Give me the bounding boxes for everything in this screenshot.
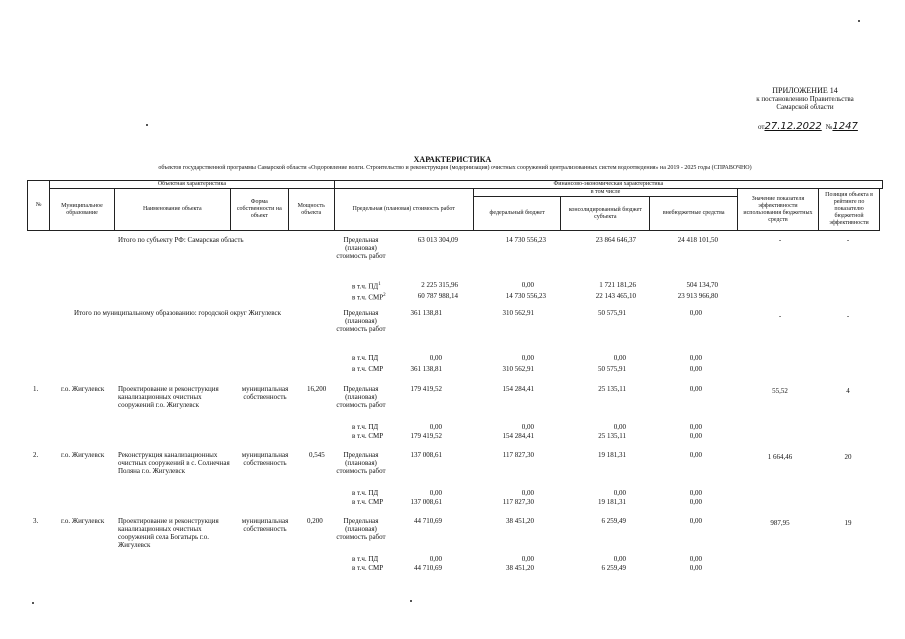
subject-total-pd-consolidated: 1 721 181,26 bbox=[599, 281, 636, 289]
municipal-total-smr-cost: 361 138,81 bbox=[410, 365, 442, 373]
subject-total-smr-consolidated: 22 143 465,10 bbox=[595, 292, 636, 300]
object-3-pd-cost: 0,00 bbox=[429, 555, 442, 563]
subject-total-smr-cost: 60 787 988,14 bbox=[417, 292, 458, 300]
object-2-type-main: Предельная (плановая) стоимость работ bbox=[336, 451, 386, 475]
object-3-cost: 44 710,69 bbox=[414, 517, 442, 525]
object-3-type-pd: в т.ч. ПД bbox=[352, 555, 379, 563]
header-federal: федеральный бюджет bbox=[473, 197, 561, 231]
header-ownership: Форма собственности на объект bbox=[230, 189, 288, 231]
object-3-smr-extrabudget: 0,00 bbox=[689, 564, 702, 572]
object-3-ownership: муниципальная собственность bbox=[241, 517, 289, 533]
header-consolidated: консолидированный бюджет субъекта bbox=[561, 197, 650, 231]
object-3-type-main: Предельная (плановая) стоимость работ bbox=[336, 517, 386, 541]
municipal-total-type-smr: в т.ч. СМР bbox=[352, 365, 384, 373]
object-3-smr-consolidated: 6 259,49 bbox=[601, 564, 626, 572]
object-2-ownership: муниципальная собственность bbox=[241, 451, 289, 467]
municipal-total-pd-extrabudget: 0,00 bbox=[689, 354, 702, 362]
municipal-total-cost: 361 138,81 bbox=[410, 309, 442, 317]
subject-total-cost: 63 013 304,09 bbox=[417, 236, 458, 244]
header-including: в том числе bbox=[473, 189, 737, 197]
object-1-name: Проектирование и реконструкция канализационных очистных сооружений г.о. Жигулевск bbox=[118, 385, 219, 409]
date-handwritten: 27.12.2022 bbox=[764, 121, 822, 132]
municipal-total-efficiency: - bbox=[778, 312, 782, 320]
object-2-efficiency: 1 664,46 bbox=[767, 453, 793, 461]
municipal-total-extrabudget: 0,00 bbox=[689, 309, 702, 317]
object-2-pd-consolidated: 0,00 bbox=[613, 489, 626, 497]
object-2-pd-cost: 0,00 bbox=[429, 489, 442, 497]
object-3-pd-federal: 0,00 bbox=[521, 555, 534, 563]
object-1-type-smr: в т.ч. СМР bbox=[352, 432, 384, 440]
municipal-total-pd-federal: 0,00 bbox=[521, 354, 534, 362]
municipal-total-rank: - bbox=[846, 312, 850, 320]
object-1-pd-federal: 0,00 bbox=[521, 423, 534, 431]
document-heading: ХАРАКТЕРИСТИКА bbox=[413, 155, 492, 164]
municipal-total-type-pd: в т.ч. ПД bbox=[352, 354, 379, 362]
table-header bbox=[27, 180, 883, 231]
object-1-consolidated: 25 135,11 bbox=[598, 385, 626, 393]
object-2-pd-federal: 0,00 bbox=[521, 489, 534, 497]
scan-speck bbox=[410, 600, 412, 602]
appendix-reference: к постановлению Правительства bbox=[756, 95, 854, 103]
object-1-pd-consolidated: 0,00 bbox=[613, 423, 626, 431]
header-no: № bbox=[28, 181, 50, 231]
header-efficiency: Значение показателя эффективности использования бюджетных средств bbox=[738, 189, 819, 231]
subject-total-type-pd: в т.ч. $ПД^1$ bbox=[352, 282, 381, 291]
object-1-type-pd: в т.ч. ПД bbox=[352, 423, 379, 431]
subject-total-federal: 14 730 556,23 bbox=[505, 236, 546, 244]
municipal-total-consolidated: 50 575,91 bbox=[598, 309, 626, 317]
subject-total-smr-extrabudget: 23 913 966,80 bbox=[677, 292, 718, 300]
subject-total-label: Итого по субъекту РФ: Самарская область bbox=[118, 236, 244, 244]
scan-speck bbox=[32, 602, 34, 604]
municipal-total-smr-federal: 310 562,91 bbox=[502, 365, 534, 373]
subject-total-efficiency: - bbox=[778, 236, 782, 244]
object-3-efficiency: 987,95 bbox=[770, 519, 790, 527]
object-3-pd-extrabudget: 0,00 bbox=[689, 555, 702, 563]
object-3-name: Проектирование и реконструкция канализационных очистных сооружений села Богатырь г.о. Жигулевск bbox=[118, 517, 219, 549]
object-1-no: 1. bbox=[33, 385, 39, 393]
object-2-type-pd: в т.ч. ПД bbox=[352, 489, 379, 497]
object-3-no: 3. bbox=[33, 517, 39, 525]
header-capacity: Мощность объекта bbox=[288, 189, 334, 231]
subject-total-rank: - bbox=[846, 236, 850, 244]
object-3-smr-cost: 44 710,69 bbox=[414, 564, 442, 572]
object-1-capacity: 16,200 bbox=[307, 385, 327, 393]
subject-total-smr-federal: 14 730 556,23 bbox=[505, 292, 546, 300]
municipal-total-label: Итого по муниципальному образованию: городской округ Жигулевск bbox=[74, 309, 281, 317]
object-3-rank: 19 bbox=[844, 519, 852, 527]
object-2-type-smr: в т.ч. СМР bbox=[352, 498, 384, 506]
object-2-name: Реконструкция канализационных очистных сооружений в с. Солнечная Поляна г.о. Жигулевск bbox=[118, 451, 230, 475]
subject-total-type-smr: в т.ч. СМР$^2$ bbox=[352, 293, 386, 302]
object-1-efficiency: 55,52 bbox=[772, 387, 788, 395]
object-1-municipality: г.о. Жигулевск bbox=[61, 385, 105, 393]
subject-total-pd-cost: 2 225 315,96 bbox=[421, 281, 458, 289]
subject-total-type-main: Предельная (плановая) стоимость работ bbox=[336, 236, 386, 260]
object-1-smr-cost: 179 419,52 bbox=[410, 432, 442, 440]
scan-speck bbox=[146, 124, 148, 126]
header-group-object: Объектная характеристика bbox=[50, 181, 335, 189]
municipal-total-federal: 310 562,91 bbox=[502, 309, 534, 317]
header-extrabudget: внебюджетные средства bbox=[650, 197, 738, 231]
municipal-total-smr-extrabudget: 0,00 bbox=[689, 365, 702, 373]
object-3-capacity: 0,200 bbox=[307, 517, 323, 525]
subject-total-pd-federal: 0,00 bbox=[521, 281, 534, 289]
object-3-type-smr: в т.ч. СМР bbox=[352, 564, 384, 572]
object-3-consolidated: 6 259,49 bbox=[601, 517, 626, 525]
object-1-smr-consolidated: 25 135,11 bbox=[598, 432, 626, 440]
object-3-smr-federal: 38 451,20 bbox=[506, 564, 534, 572]
object-1-smr-federal: 154 284,41 bbox=[502, 432, 534, 440]
object-1-federal: 154 284,41 bbox=[502, 385, 534, 393]
object-2-capacity: 0,545 bbox=[309, 451, 325, 459]
municipal-total-type-main: Предельная (плановая) стоимость работ bbox=[336, 309, 386, 333]
header-cost: Предельная (плановая) стоимость работ bbox=[334, 189, 473, 231]
header-name: Наименование объекта bbox=[114, 189, 230, 231]
object-2-smr-extrabudget: 0,00 bbox=[689, 498, 702, 506]
object-2-federal: 117 827,30 bbox=[502, 451, 534, 459]
number-handwritten: 1247 bbox=[832, 121, 858, 132]
object-1-rank: 4 bbox=[846, 387, 850, 395]
appendix-date-line bbox=[758, 116, 858, 134]
date-prefix: от bbox=[758, 123, 765, 131]
header-municipality: Муниципальное образование bbox=[50, 189, 115, 231]
appendix-region: Самарской области bbox=[776, 103, 834, 111]
object-1-type-main: Предельная (плановая) стоимость работ bbox=[336, 385, 386, 409]
object-2-rank: 20 bbox=[844, 453, 852, 461]
object-2-municipality: г.о. Жигулевск bbox=[61, 451, 105, 459]
object-1-pd-extrabudget: 0,00 bbox=[689, 423, 702, 431]
object-1-extrabudget: 0,00 bbox=[689, 385, 702, 393]
object-2-smr-federal: 117 827,30 bbox=[502, 498, 534, 506]
object-3-extrabudget: 0,00 bbox=[689, 517, 702, 525]
object-2-extrabudget: 0,00 bbox=[689, 451, 702, 459]
object-3-pd-consolidated: 0,00 bbox=[613, 555, 626, 563]
object-1-smr-extrabudget: 0,00 bbox=[689, 432, 702, 440]
object-2-smr-cost: 137 008,61 bbox=[410, 498, 442, 506]
scan-speck bbox=[858, 20, 860, 22]
object-1-pd-cost: 0,00 bbox=[429, 423, 442, 431]
municipal-total-pd-consolidated: 0,00 bbox=[613, 354, 626, 362]
object-2-cost: 137 008,61 bbox=[410, 451, 442, 459]
header-rank: Позиция объекта в рейтинге по показателю бюджетной эффективности bbox=[818, 189, 880, 231]
object-2-pd-extrabudget: 0,00 bbox=[689, 489, 702, 497]
municipal-total-pd-cost: 0,00 bbox=[429, 354, 442, 362]
object-1-cost: 179 419,52 bbox=[410, 385, 442, 393]
subject-total-pd-extrabudget: 504 134,70 bbox=[686, 281, 718, 289]
document-subtitle: объектов государственной программы Самарской области «Оздоровление волги. Строительство и реконструкция (модернизация) очистных сооружений централизованных систем водоотведения» на 2019 - 2025 годы (СПРАВОЧНО) bbox=[158, 165, 752, 171]
subject-total-extrabudget: 24 418 101,50 bbox=[677, 236, 718, 244]
municipal-total-smr-consolidated: 50 575,91 bbox=[598, 365, 626, 373]
object-2-no: 2. bbox=[33, 451, 39, 459]
object-2-consolidated: 19 181,31 bbox=[598, 451, 626, 459]
object-3-federal: 38 451,20 bbox=[506, 517, 534, 525]
header-group-finance: Финансово-экономическая характеристика bbox=[334, 181, 882, 189]
object-3-municipality: г.о. Жигулевск bbox=[61, 517, 105, 525]
subject-total-consolidated: 23 864 646,37 bbox=[595, 236, 636, 244]
appendix-title: ПРИЛОЖЕНИЕ 14 bbox=[772, 86, 838, 95]
object-2-smr-consolidated: 19 181,31 bbox=[598, 498, 626, 506]
number-prefix: № bbox=[825, 123, 833, 131]
object-1-ownership: муниципальная собственность bbox=[241, 385, 289, 401]
